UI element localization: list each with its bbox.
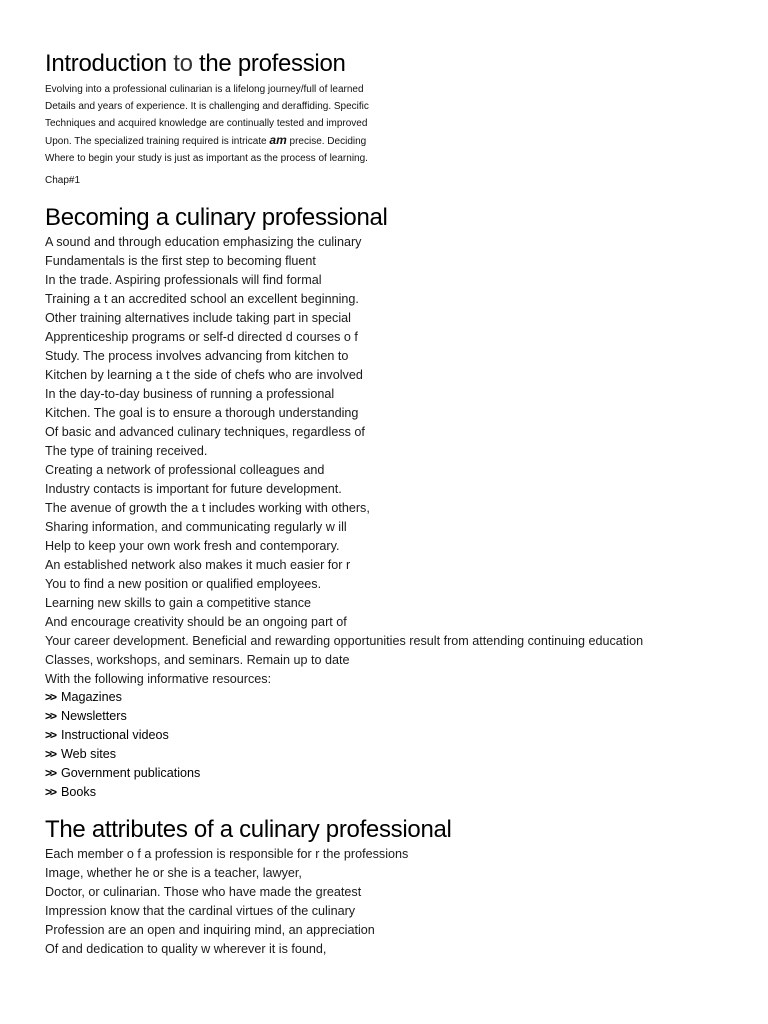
body-line: Study. The process involves advancing from kitchen to (45, 349, 349, 363)
intro-paragraph (45, 82, 445, 168)
body-line: Of and dedication to quality w wherever it is found, (45, 942, 327, 956)
section3-body (45, 845, 408, 959)
intro-line: Where to begin your study is just as important as the process of learning. (45, 153, 368, 165)
body-line: Doctor, or culinarian. Those who have made the greatest (45, 885, 362, 899)
intro-heading-part1: Introduction (45, 50, 167, 77)
section-heading-becoming: Becoming a culinary professional (45, 204, 388, 231)
body-line: Kitchen. The goal is to ensure a thorough understanding (45, 406, 359, 420)
handwritten-word: am (269, 133, 287, 148)
body-line: Each member o f a profession is responsible for r the professions (45, 847, 409, 861)
list-item (45, 783, 200, 802)
body-line: The avenue of growth the a t includes working with others, (45, 501, 370, 515)
list-item-label: Government publications (61, 766, 201, 780)
section2-body (45, 233, 760, 689)
body-line: The type of training received. (45, 444, 208, 458)
intro-heading (45, 49, 346, 79)
body-line: Kitchen by learning a t the side of chefs who are involved (45, 368, 363, 382)
intro-line: Evolving into a professional culinarian is a lifelong journey/full of learned (45, 84, 364, 95)
body-line: Fundamentals is the first step to becoming fluent (45, 254, 316, 268)
body-line: Other training alternatives include taking part in special (45, 311, 351, 325)
resources-list (45, 688, 200, 802)
intro-line-start: Upon. The specialized training required is intricate (45, 136, 267, 148)
body-line: Sharing information, and communicating regularly w ill (45, 520, 347, 534)
body-line: In the trade. Aspiring professionals will find formal (45, 273, 322, 287)
double-chevron-icon: >> (45, 766, 56, 780)
body-line: Classes, workshops, and seminars. Remain up to date (45, 653, 350, 667)
body-line: Impression know that the cardinal virtues of the culinary (45, 904, 356, 918)
body-line: Help to keep your own work fresh and contemporary. (45, 539, 340, 553)
body-line: A sound and through education emphasizing the culinary (45, 235, 362, 249)
intro-line (45, 132, 445, 151)
double-chevron-icon: >> (45, 747, 56, 761)
list-item-label: Web sites (61, 747, 117, 761)
double-chevron-icon: >> (45, 728, 56, 742)
list-item (45, 745, 200, 764)
list-item-label: Books (61, 785, 97, 799)
body-line: In the day-to-day business of running a professional (45, 387, 335, 401)
double-chevron-icon: >> (45, 709, 56, 723)
body-line: Your career development. Beneficial and rewarding opportunities result from attending continuing education (45, 634, 644, 648)
body-line: An established network also makes it much easier for r (45, 558, 351, 572)
body-line: Learning new skills to gain a competitive stance (45, 596, 312, 610)
body-line: Creating a network of professional colleagues and (45, 463, 325, 477)
intro-line-end: precise. Deciding (289, 136, 367, 148)
list-item-label: Instructional videos (61, 728, 169, 742)
list-item (45, 688, 200, 707)
double-chevron-icon: >> (45, 785, 56, 799)
body-line: And encourage creativity should be an ongoing part of (45, 615, 347, 629)
chapter-label: Chap#1 (45, 175, 81, 186)
body-line: Apprenticeship programs or self-d directed d courses o f (45, 330, 358, 344)
intro-heading-part3: the profession (199, 50, 346, 77)
list-item (45, 707, 200, 726)
intro-line: Techniques and acquired knowledge are continually tested and improved (45, 117, 368, 129)
body-line: Industry contacts is important for future development. (45, 482, 342, 496)
body-line: Of basic and advanced culinary techniques, regardless of (45, 425, 365, 439)
body-line: Profession are an open and inquiring mind, an appreciation (45, 923, 375, 937)
body-line: Image, whether he or she is a teacher, lawyer, (45, 866, 302, 880)
section-heading-attributes: The attributes of a culinary professional (45, 816, 452, 843)
body-line: You to find a new position or qualified employees. (45, 577, 322, 591)
list-item-label: Magazines (61, 690, 122, 704)
list-item (45, 764, 200, 783)
body-line: Training a t an accredited school an excellent beginning. (45, 292, 359, 306)
list-item (45, 726, 200, 745)
intro-heading-part2: to (173, 50, 193, 77)
double-chevron-icon: >> (45, 690, 56, 704)
list-item-label: Newsletters (61, 709, 127, 723)
body-line: With the following informative resources: (45, 672, 272, 686)
intro-line: Details and years of experience. It is challenging and deraffiding. Specific (45, 100, 369, 112)
